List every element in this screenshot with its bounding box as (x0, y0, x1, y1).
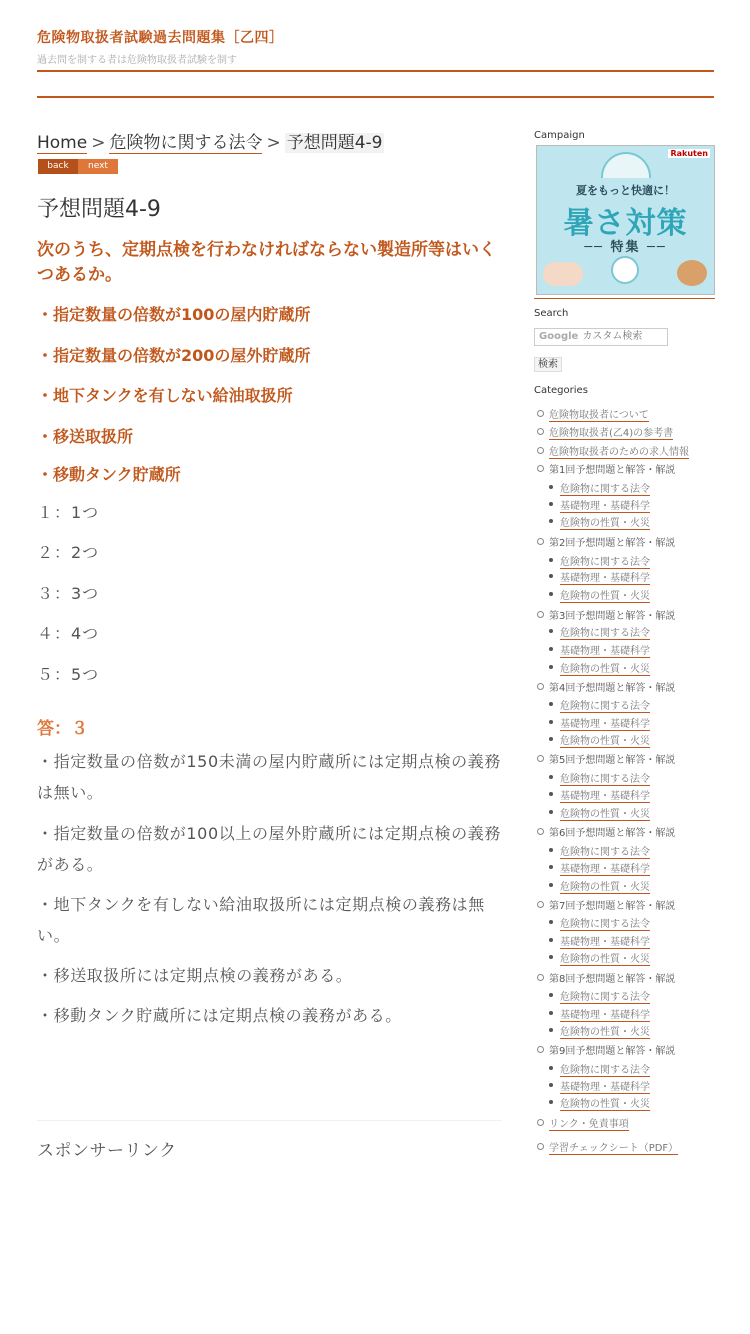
subcategory-item (549, 624, 650, 639)
subcategory-item (549, 497, 650, 512)
sidebar-divider (534, 298, 715, 299)
campaign-banner[interactable] (536, 145, 715, 295)
next-button[interactable]: next (78, 159, 118, 174)
breadcrumb-home-link[interactable]: Home (37, 133, 88, 153)
subcategory-item (549, 480, 650, 495)
category-round (537, 970, 675, 985)
subcategory-link-fire[interactable]: 危険物の性質・火災 (560, 954, 650, 965)
category-round (537, 607, 675, 622)
category-round (537, 1042, 675, 1057)
sponsor-heading: スポンサーリンク (37, 1141, 177, 1161)
subcategory-item (549, 915, 650, 930)
subcategory-item (549, 770, 650, 785)
category-round (537, 824, 675, 839)
question-item: ・移動タンク貯蔵所 (37, 465, 181, 484)
explanation-paragraph: ・移動タンク貯蔵所には定期点検の義務がある。 (37, 1006, 402, 1025)
subcategory-item (549, 1078, 650, 1093)
banner-subheadline: ── 特集 ── (584, 240, 667, 255)
explanation-paragraph: ・指定数量の倍数が150未満の屋内貯蔵所には定期点検の義務は無い。 (37, 752, 501, 802)
subcategory-item (549, 988, 650, 1003)
subcategory-link-law[interactable]: 危険物に関する法令 (560, 774, 650, 785)
answer-choice: １：1つ (37, 503, 100, 522)
breadcrumb (37, 128, 384, 153)
answer-choice: ２：2つ (37, 543, 100, 562)
category-item (537, 406, 649, 421)
category-item (537, 443, 689, 458)
subcategory-item (549, 860, 650, 875)
subcategory-link-physics[interactable]: 基礎物理・基礎科学 (560, 719, 650, 730)
categories-heading: Categories (534, 385, 588, 396)
subcategory-link-physics[interactable]: 基礎物理・基礎科学 (560, 864, 650, 875)
subcategory-link-physics[interactable]: 基礎物理・基礎科学 (560, 791, 650, 802)
subcategory-link-law[interactable]: 危険物に関する法令 (560, 847, 650, 858)
subcategory-item (549, 732, 650, 747)
subcategory-item (549, 587, 650, 602)
breadcrumb-separator: > (91, 133, 106, 153)
category-round-label: 第8回予想問題と解答・解説 (549, 974, 676, 985)
subcategory-item (549, 715, 650, 730)
subcategory-link-fire[interactable]: 危険物の性質・火災 (560, 882, 650, 893)
subcategory-item (549, 553, 650, 568)
subcategory-link-fire[interactable]: 危険物の性質・火災 (560, 664, 650, 675)
back-button[interactable]: back (38, 159, 78, 174)
explanation-paragraph: ・地下タンクを有しない給油取扱所には定期点検の義務は無い。 (37, 895, 485, 945)
category-link-disclaimer[interactable]: リンク・免責事項 (549, 1119, 629, 1130)
site-title[interactable]: 危険物取扱者試験過去問題集［乙四］ (37, 30, 284, 46)
header-divider-top (37, 70, 714, 72)
category-round (537, 751, 675, 766)
subcategory-link-law[interactable]: 危険物に関する法令 (560, 701, 650, 712)
campaign-heading: Campaign (534, 130, 585, 141)
category-link-books[interactable]: 危険物取扱者(乙4)の参考書 (549, 428, 674, 439)
polar-bear-icon (611, 256, 639, 284)
question-item: ・指定数量の倍数が200の屋外貯蔵所 (37, 346, 311, 365)
category-round (537, 534, 675, 549)
subcategory-link-physics[interactable]: 基礎物理・基礎科学 (560, 1082, 650, 1093)
subcategory-item (549, 1095, 650, 1110)
subcategory-link-fire[interactable]: 危険物の性質・火災 (560, 1099, 650, 1110)
subcategory-item (549, 1061, 650, 1076)
question-item: ・移送取扱所 (37, 427, 134, 446)
subcategory-link-law[interactable]: 危険物に関する法令 (560, 557, 650, 568)
subcategory-link-physics[interactable]: 基礎物理・基礎科学 (560, 937, 650, 948)
subcategory-item (549, 514, 650, 529)
breadcrumb-current: 予想問題4-9 (286, 133, 383, 153)
subcategory-item (549, 787, 650, 802)
subcategory-item (549, 843, 650, 858)
subcategory-link-fire[interactable]: 危険物の性質・火災 (560, 1027, 650, 1038)
banner-headline: 暑さ対策 (563, 206, 688, 241)
subcategory-link-law[interactable]: 危険物に関する法令 (560, 484, 650, 495)
subcategory-link-physics[interactable]: 基礎物理・基礎科学 (560, 646, 650, 657)
question-item: ・地下タンクを有しない給油取扱所 (37, 386, 293, 405)
dog-icon (677, 260, 707, 286)
search-button[interactable]: 検索 (534, 357, 562, 372)
search-heading: Search (534, 308, 569, 319)
subcategory-link-law[interactable]: 危険物に関する法令 (560, 919, 650, 930)
category-item (537, 1139, 678, 1154)
category-round (537, 679, 675, 694)
subcategory-link-law[interactable]: 危険物に関する法令 (560, 628, 650, 639)
category-round (537, 461, 675, 476)
subcategory-item (549, 950, 650, 965)
subcategory-link-law[interactable]: 危険物に関する法令 (560, 992, 650, 1003)
subcategory-item (549, 697, 650, 712)
sun-icon (601, 152, 651, 178)
subcategory-link-physics[interactable]: 基礎物理・基礎科学 (560, 501, 650, 512)
category-item (537, 424, 673, 439)
subcategory-link-physics[interactable]: 基礎物理・基礎科学 (560, 1010, 650, 1021)
question-item: ・指定数量の倍数が100の屋内貯蔵所 (37, 305, 311, 324)
category-round-label: 第5回予想問題と解答・解説 (549, 755, 676, 766)
subcategory-item (549, 642, 650, 657)
page-title: 予想問題4-9 (37, 197, 161, 222)
pager (38, 159, 118, 174)
subcategory-link-fire[interactable]: 危険物の性質・火災 (560, 591, 650, 602)
category-round-label: 第7回予想問題と解答・解説 (549, 901, 676, 912)
answer-choice: ５：5つ (37, 665, 100, 684)
rakuten-logo: Rakuten (670, 149, 708, 158)
answer-label: 答：３ (37, 719, 88, 739)
site-description: 過去問を制する者は危険物取扱者試験を制す (37, 55, 237, 66)
subcategory-item (549, 1006, 650, 1021)
banner-tagline: 夏をもっと快適に！ (576, 184, 675, 197)
google-logo: Google (539, 331, 579, 342)
subcategory-item (549, 933, 650, 948)
header-divider-bottom (37, 96, 714, 98)
subcategory-item (549, 569, 650, 584)
subcategory-link-law[interactable]: 危険物に関する法令 (560, 1065, 650, 1076)
subcategory-item (549, 1023, 650, 1038)
search-placeholder: カスタム検索 (582, 331, 643, 342)
explanation-paragraph: ・移送取扱所には定期点検の義務がある。 (37, 966, 353, 985)
sponsor-divider (37, 1120, 502, 1121)
category-link-about[interactable]: 危険物取扱者について (549, 410, 649, 421)
answer-choice: ４：4つ (37, 624, 100, 643)
subcategory-link-fire[interactable]: 危険物の性質・火災 (560, 809, 650, 820)
category-round-label: 第6回予想問題と解答・解説 (549, 828, 676, 839)
subcategory-link-fire[interactable]: 危険物の性質・火災 (560, 518, 650, 529)
subcategory-item (549, 660, 650, 675)
category-round-label: 第3回予想問題と解答・解説 (549, 611, 676, 622)
category-round (537, 897, 675, 912)
category-round-label: 第1回予想問題と解答・解説 (549, 465, 676, 476)
subcategory-item (549, 805, 650, 820)
breadcrumb-separator: > (266, 133, 281, 153)
category-link-checksheet[interactable]: 学習チェックシート（PDF） (549, 1143, 679, 1154)
question-text: 次のうち、定期点検を行わなければならない製造所等はいくつあるか。 (37, 240, 496, 285)
category-round-label: 第4回予想問題と解答・解説 (549, 683, 676, 694)
subcategory-item (549, 878, 650, 893)
sleeping-girl-icon (543, 262, 583, 286)
category-round-label: 第9回予想問題と解答・解説 (549, 1046, 676, 1057)
answer-choice: ３：3つ (37, 584, 100, 603)
breadcrumb-category-link[interactable]: 危険物に関する法令 (109, 133, 263, 153)
subcategory-link-physics[interactable]: 基礎物理・基礎科学 (560, 573, 650, 584)
explanation-paragraph: ・指定数量の倍数が100以上の屋外貯蔵所には定期点検の義務がある。 (37, 824, 501, 874)
search-input[interactable] (534, 328, 668, 346)
category-round-label: 第2回予想問題と解答・解説 (549, 538, 676, 549)
subcategory-link-fire[interactable]: 危険物の性質・火災 (560, 736, 650, 747)
category-item (537, 1115, 629, 1130)
category-link-jobs[interactable]: 危険物取扱者のための求人情報 (549, 447, 689, 458)
